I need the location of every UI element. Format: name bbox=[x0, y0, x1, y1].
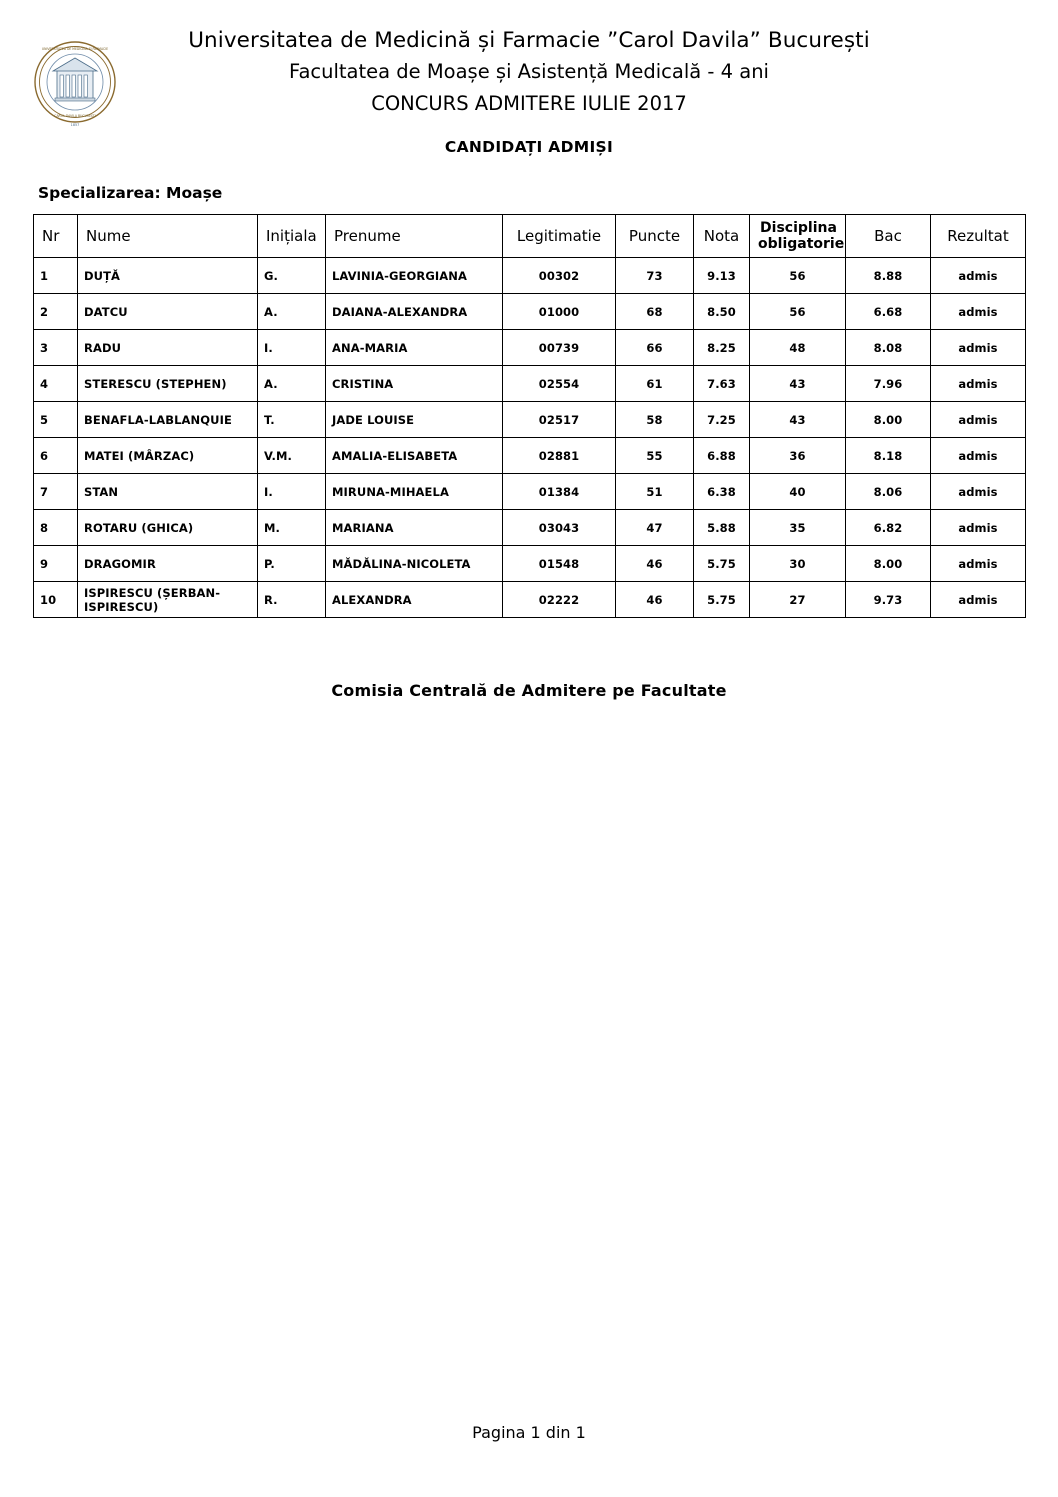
cell-nr: 10 bbox=[34, 582, 78, 618]
university-name: Universitatea de Medicină și Farmacie ”Carol Davila” București bbox=[188, 28, 870, 53]
commission-label: Comisia Centrală de Admitere pe Facultate bbox=[331, 681, 727, 700]
cell-bac: 8.08 bbox=[846, 330, 931, 366]
cell-initiala: R. bbox=[258, 582, 326, 618]
cell-nr: 6 bbox=[34, 438, 78, 474]
table-row bbox=[34, 330, 1026, 366]
cell-initiala: I. bbox=[258, 474, 326, 510]
cell-bac: 9.73 bbox=[846, 582, 931, 618]
cell-nume: DRAGOMIR bbox=[78, 546, 258, 582]
cell-nr: 5 bbox=[34, 402, 78, 438]
cell-bac: 8.06 bbox=[846, 474, 931, 510]
cell-disciplina: 27 bbox=[750, 582, 846, 618]
results-table-body bbox=[34, 258, 1026, 618]
cell-prenume: LAVINIA-GEORGIANA bbox=[326, 258, 503, 294]
header-nume: Nume bbox=[78, 215, 258, 258]
table-row bbox=[34, 546, 1026, 582]
cell-rezultat: admis bbox=[931, 474, 1026, 510]
cell-disciplina: 30 bbox=[750, 546, 846, 582]
cell-prenume: MIRUNA-MIHAELA bbox=[326, 474, 503, 510]
cell-nume: MATEI (MÂRZAC) bbox=[78, 438, 258, 474]
cell-puncte: 73 bbox=[616, 258, 694, 294]
document-header bbox=[0, 0, 1058, 156]
table-row bbox=[34, 510, 1026, 546]
cell-initiala: A. bbox=[258, 294, 326, 330]
cell-rezultat: admis bbox=[931, 546, 1026, 582]
header-legitimatie: Legitimatie bbox=[503, 215, 616, 258]
cell-nota: 7.63 bbox=[694, 366, 750, 402]
table-row bbox=[34, 258, 1026, 294]
cell-nr: 7 bbox=[34, 474, 78, 510]
cell-nr: 2 bbox=[34, 294, 78, 330]
cell-nume: BENAFLA-LABLANQUIE bbox=[78, 402, 258, 438]
cell-nume: DATCU bbox=[78, 294, 258, 330]
cell-nota: 5.88 bbox=[694, 510, 750, 546]
cell-nume: RADU bbox=[78, 330, 258, 366]
cell-legitimatie: 02222 bbox=[503, 582, 616, 618]
svg-text:CAROL DAVILA BUCURESTI: CAROL DAVILA BUCURESTI bbox=[54, 114, 96, 118]
cell-nr: 1 bbox=[34, 258, 78, 294]
cell-initiala: I. bbox=[258, 330, 326, 366]
table-row bbox=[34, 582, 1026, 618]
header-disciplina-obligatorie bbox=[750, 215, 846, 258]
cell-initiala: A. bbox=[258, 366, 326, 402]
table-header-row bbox=[34, 215, 1026, 258]
page-subtitle: CANDIDAȚI ADMIȘI bbox=[444, 138, 614, 156]
cell-bac: 8.00 bbox=[846, 402, 931, 438]
cell-disciplina: 56 bbox=[750, 258, 846, 294]
cell-rezultat: admis bbox=[931, 258, 1026, 294]
cell-bac: 8.88 bbox=[846, 258, 931, 294]
header-rezultat: Rezultat bbox=[931, 215, 1026, 258]
cell-disciplina: 48 bbox=[750, 330, 846, 366]
cell-rezultat: admis bbox=[931, 402, 1026, 438]
cell-legitimatie: 00302 bbox=[503, 258, 616, 294]
table-row bbox=[34, 438, 1026, 474]
results-table-head bbox=[34, 215, 1026, 258]
table-row bbox=[34, 366, 1026, 402]
svg-text:1857: 1857 bbox=[70, 123, 80, 127]
svg-text:UNIVERSITATEA DE MEDICINA SI F: UNIVERSITATEA DE MEDICINA SI FARMACIE bbox=[41, 47, 109, 51]
cell-rezultat: admis bbox=[931, 438, 1026, 474]
cell-nota: 8.25 bbox=[694, 330, 750, 366]
cell-nume: STERESCU (STEPHEN) bbox=[78, 366, 258, 402]
cell-puncte: 55 bbox=[616, 438, 694, 474]
cell-legitimatie: 01000 bbox=[503, 294, 616, 330]
cell-prenume: JADE LOUISE bbox=[326, 402, 503, 438]
cell-nume: DUȚĂ bbox=[78, 258, 258, 294]
header-puncte: Puncte bbox=[616, 215, 694, 258]
specialization-label: Specializarea: Moașe bbox=[38, 184, 223, 202]
cell-nr: 9 bbox=[34, 546, 78, 582]
cell-disciplina: 43 bbox=[750, 366, 846, 402]
header-initiala: Inițiala bbox=[258, 215, 326, 258]
header-prenume: Prenume bbox=[326, 215, 503, 258]
cell-legitimatie: 01548 bbox=[503, 546, 616, 582]
cell-puncte: 58 bbox=[616, 402, 694, 438]
cell-rezultat: admis bbox=[931, 330, 1026, 366]
cell-nota: 8.50 bbox=[694, 294, 750, 330]
table-row bbox=[34, 474, 1026, 510]
cell-prenume: MĂDĂLINA-NICOLETA bbox=[326, 546, 503, 582]
cell-initiala: P. bbox=[258, 546, 326, 582]
cell-nume: STAN bbox=[78, 474, 258, 510]
cell-nota: 5.75 bbox=[694, 582, 750, 618]
cell-rezultat: admis bbox=[931, 582, 1026, 618]
cell-prenume: AMALIA-ELISABETA bbox=[326, 438, 503, 474]
cell-nota: 6.88 bbox=[694, 438, 750, 474]
cell-legitimatie: 02554 bbox=[503, 366, 616, 402]
cell-puncte: 47 bbox=[616, 510, 694, 546]
results-table bbox=[33, 214, 1026, 618]
cell-initiala: T. bbox=[258, 402, 326, 438]
cell-initiala: G. bbox=[258, 258, 326, 294]
contest-title: CONCURS ADMITERE IULIE 2017 bbox=[371, 92, 687, 115]
cell-prenume: CRISTINA bbox=[326, 366, 503, 402]
cell-puncte: 51 bbox=[616, 474, 694, 510]
cell-legitimatie: 00739 bbox=[503, 330, 616, 366]
cell-puncte: 68 bbox=[616, 294, 694, 330]
cell-puncte: 66 bbox=[616, 330, 694, 366]
results-table-wrapper bbox=[33, 214, 1025, 618]
table-row bbox=[34, 294, 1026, 330]
cell-nr: 4 bbox=[34, 366, 78, 402]
cell-nume: ROTARU (GHICA) bbox=[78, 510, 258, 546]
cell-nume: ISPIRESCU (ȘERBAN-ISPIRESCU) bbox=[78, 582, 258, 618]
faculty-name: Facultatea de Moașe și Asistență Medicală - 4 ani bbox=[289, 60, 769, 83]
cell-disciplina: 35 bbox=[750, 510, 846, 546]
header-nr: Nr bbox=[34, 215, 78, 258]
cell-bac: 8.18 bbox=[846, 438, 931, 474]
cell-disciplina: 43 bbox=[750, 402, 846, 438]
cell-nota: 5.75 bbox=[694, 546, 750, 582]
cell-prenume: MARIANA bbox=[326, 510, 503, 546]
university-seal-icon bbox=[33, 22, 117, 142]
cell-bac: 6.82 bbox=[846, 510, 931, 546]
page-number: Pagina 1 din 1 bbox=[472, 1423, 586, 1442]
cell-legitimatie: 03043 bbox=[503, 510, 616, 546]
cell-initiala: M. bbox=[258, 510, 326, 546]
cell-bac: 7.96 bbox=[846, 366, 931, 402]
cell-legitimatie: 02517 bbox=[503, 402, 616, 438]
cell-puncte: 46 bbox=[616, 582, 694, 618]
cell-nr: 3 bbox=[34, 330, 78, 366]
cell-rezultat: admis bbox=[931, 366, 1026, 402]
cell-nota: 7.25 bbox=[694, 402, 750, 438]
header-disciplina-line2: obligatorie bbox=[758, 236, 845, 252]
cell-nota: 9.13 bbox=[694, 258, 750, 294]
header-disciplina-line1: Disciplina bbox=[760, 220, 837, 236]
cell-nota: 6.38 bbox=[694, 474, 750, 510]
cell-puncte: 46 bbox=[616, 546, 694, 582]
cell-puncte: 61 bbox=[616, 366, 694, 402]
cell-nr: 8 bbox=[34, 510, 78, 546]
cell-disciplina: 56 bbox=[750, 294, 846, 330]
cell-rezultat: admis bbox=[931, 510, 1026, 546]
table-row bbox=[34, 402, 1026, 438]
cell-legitimatie: 02881 bbox=[503, 438, 616, 474]
cell-prenume: ALEXANDRA bbox=[326, 582, 503, 618]
cell-disciplina: 36 bbox=[750, 438, 846, 474]
cell-prenume: ANA-MARIA bbox=[326, 330, 503, 366]
cell-legitimatie: 01384 bbox=[503, 474, 616, 510]
cell-disciplina: 40 bbox=[750, 474, 846, 510]
cell-bac: 8.00 bbox=[846, 546, 931, 582]
header-nota: Nota bbox=[694, 215, 750, 258]
cell-prenume: DAIANA-ALEXANDRA bbox=[326, 294, 503, 330]
cell-initiala: V.M. bbox=[258, 438, 326, 474]
cell-rezultat: admis bbox=[931, 294, 1026, 330]
header-bac: Bac bbox=[846, 215, 931, 258]
cell-bac: 6.68 bbox=[846, 294, 931, 330]
